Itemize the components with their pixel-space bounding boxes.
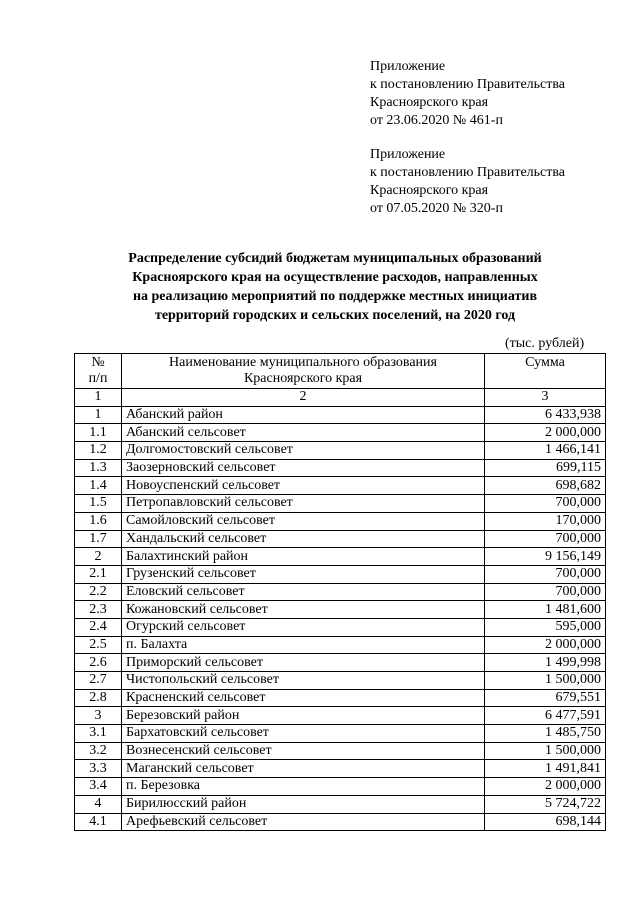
row-name: Бирилюсский район — [122, 795, 485, 813]
table-header-row — [75, 354, 606, 389]
row-sum: 2 000,000 — [485, 778, 606, 796]
table-row — [75, 512, 606, 530]
row-number: 2.2 — [75, 583, 122, 601]
appendix-original — [370, 146, 565, 218]
row-number: 1.7 — [75, 530, 122, 548]
title-line: территорий городских и сельских поселений, на 2020 год — [154, 308, 516, 323]
row-sum: 700,000 — [485, 495, 606, 513]
table-row — [75, 725, 606, 743]
row-number: 1.5 — [75, 495, 122, 513]
row-number: 3.4 — [75, 778, 122, 796]
row-sum: 700,000 — [485, 530, 606, 548]
header-name — [122, 354, 485, 389]
table-row — [75, 477, 606, 495]
row-name: Маганский сельсовет — [122, 760, 485, 778]
table-row — [75, 654, 606, 672]
row-name: Еловский сельсовет — [122, 583, 485, 601]
unit-label: (тыс. рублей) — [505, 336, 585, 351]
column-number-row — [75, 389, 606, 407]
row-number: 2.5 — [75, 636, 122, 654]
row-name: Чистопольский сельсовет — [122, 672, 485, 690]
row-sum: 699,115 — [485, 459, 606, 477]
table-row — [75, 424, 606, 442]
row-name: Огурский сельсовет — [122, 618, 485, 636]
table-row — [75, 760, 606, 778]
row-sum: 700,000 — [485, 583, 606, 601]
row-name: Новоуспенский сельсовет — [122, 477, 485, 495]
row-sum: 1 485,750 — [485, 725, 606, 743]
row-sum: 2 000,000 — [485, 424, 606, 442]
row-sum: 679,551 — [485, 689, 606, 707]
row-sum: 6 477,591 — [485, 707, 606, 725]
appendix-line: от 23.06.2020 № 461-п — [370, 113, 503, 128]
row-name: Вознесенский сельсовет — [122, 742, 485, 760]
table-row — [75, 495, 606, 513]
table-row — [75, 778, 606, 796]
column-number: 3 — [485, 389, 606, 407]
table-body — [75, 406, 606, 831]
row-sum: 700,000 — [485, 565, 606, 583]
header-name-line: Красноярского края — [243, 371, 363, 386]
row-name: Красненский сельсовет — [122, 689, 485, 707]
row-sum: 1 500,000 — [485, 742, 606, 760]
row-number: 4.1 — [75, 813, 122, 831]
row-name: Березовский район — [122, 707, 485, 725]
appendix-line: Приложение — [370, 147, 446, 162]
row-sum: 1 481,600 — [485, 601, 606, 619]
table-row — [75, 795, 606, 813]
table-row — [75, 707, 606, 725]
row-number: 2.6 — [75, 654, 122, 672]
row-name: Приморский сельсовет — [122, 654, 485, 672]
row-name: Арефьевский сельсовет — [122, 813, 485, 831]
row-name: Заозерновский сельсовет — [122, 459, 485, 477]
row-name: Абанский район — [122, 406, 485, 424]
row-sum: 595,000 — [485, 618, 606, 636]
row-sum: 1 500,000 — [485, 672, 606, 690]
row-sum: 5 724,722 — [485, 795, 606, 813]
row-number: 1.1 — [75, 424, 122, 442]
row-name: Балахтинский район — [122, 548, 485, 566]
title-line: Распределение субсидий бюджетам муниципальных образований — [128, 251, 542, 266]
row-name: Самойловский сельсовет — [122, 512, 485, 530]
table-row — [75, 459, 606, 477]
row-name: п. Балахта — [122, 636, 485, 654]
row-sum: 2 000,000 — [485, 636, 606, 654]
title-line: Красноярского края на осуществление расходов, направленных — [132, 270, 538, 285]
header-name-line: Наименование муниципального образования — [169, 355, 437, 370]
row-sum: 9 156,149 — [485, 548, 606, 566]
header-num — [75, 354, 122, 389]
appendix-line: Красноярского края — [370, 183, 489, 198]
table-row — [75, 530, 606, 548]
row-name: Грузенский сельсовет — [122, 565, 485, 583]
table-row — [75, 672, 606, 690]
row-number: 1.4 — [75, 477, 122, 495]
title-line: на реализацию мероприятий по поддержке местных инициатив — [132, 289, 538, 304]
row-sum: 1 499,998 — [485, 654, 606, 672]
column-number: 2 — [122, 389, 485, 407]
row-number: 3.1 — [75, 725, 122, 743]
row-number: 2.8 — [75, 689, 122, 707]
subsidy-table — [74, 353, 606, 831]
header-num-line: № — [91, 355, 105, 370]
row-name: Абанский сельсовет — [122, 424, 485, 442]
table-row — [75, 583, 606, 601]
row-name: Кожановский сельсовет — [122, 601, 485, 619]
row-number: 4 — [75, 795, 122, 813]
row-sum: 1 466,141 — [485, 442, 606, 460]
row-sum: 698,144 — [485, 813, 606, 831]
appendix-line: к постановлению Правительства — [370, 165, 566, 180]
table-row — [75, 689, 606, 707]
row-number: 1.2 — [75, 442, 122, 460]
appendix-line: Приложение — [370, 59, 446, 74]
table-row — [75, 565, 606, 583]
column-number: 1 — [75, 389, 122, 407]
appendix-line: Красноярского края — [370, 95, 489, 110]
row-name: п. Березовка — [122, 778, 485, 796]
header-num-line: п/п — [88, 371, 108, 386]
appendix-line: от 07.05.2020 № 320-п — [370, 201, 503, 216]
table-row — [75, 618, 606, 636]
row-sum: 1 491,841 — [485, 760, 606, 778]
appendix-line: к постановлению Правительства — [370, 77, 566, 92]
row-number: 2.1 — [75, 565, 122, 583]
table-row — [75, 548, 606, 566]
row-number: 3 — [75, 707, 122, 725]
row-number: 3.3 — [75, 760, 122, 778]
row-number: 2.7 — [75, 672, 122, 690]
table-row — [75, 442, 606, 460]
row-number: 1.3 — [75, 459, 122, 477]
row-number: 3.2 — [75, 742, 122, 760]
row-number: 1.6 — [75, 512, 122, 530]
document-title — [70, 249, 600, 325]
row-name: Петропавловский сельсовет — [122, 495, 485, 513]
table-row — [75, 813, 606, 831]
row-name: Хандальский сельсовет — [122, 530, 485, 548]
header-sum: Сумма — [485, 354, 606, 389]
table-row — [75, 742, 606, 760]
row-number: 2.4 — [75, 618, 122, 636]
appendix-current — [370, 58, 565, 130]
row-number: 2.3 — [75, 601, 122, 619]
row-name: Бархатовский сельсовет — [122, 725, 485, 743]
row-sum: 170,000 — [485, 512, 606, 530]
table-row — [75, 636, 606, 654]
row-number: 2 — [75, 548, 122, 566]
table-row — [75, 406, 606, 424]
row-sum: 698,682 — [485, 477, 606, 495]
table-row — [75, 601, 606, 619]
row-name: Долгомостовский сельсовет — [122, 442, 485, 460]
row-sum: 6 433,938 — [485, 406, 606, 424]
row-number: 1 — [75, 406, 122, 424]
